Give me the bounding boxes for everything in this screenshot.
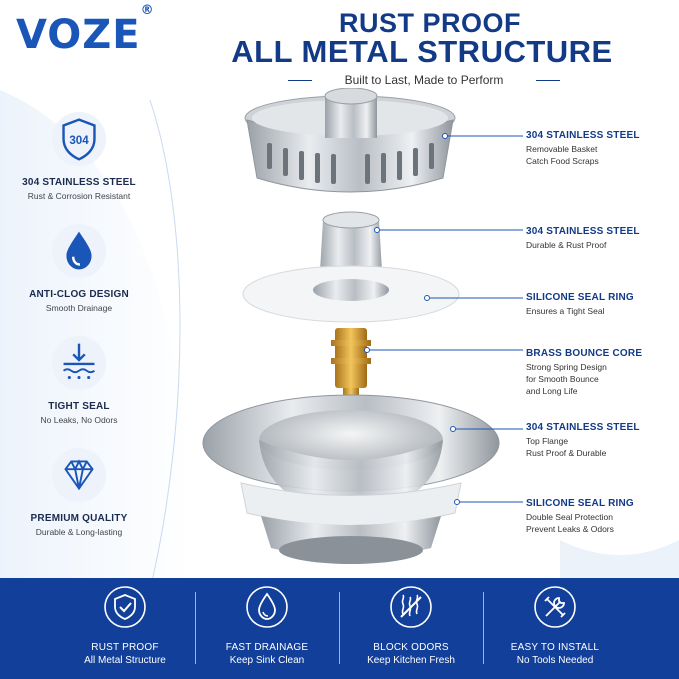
tools-icon [534, 586, 576, 628]
benefit-subtitle: All Metal Structure [84, 655, 166, 666]
callout-desc: Strong Spring Design for Smooth Bounce and Long Life [526, 362, 607, 396]
callout-title: BRASS BOUNCE CORE [526, 348, 643, 359]
headline-line-2: ALL METAL STRUCTURE [231, 34, 613, 69]
callout-brass-core [526, 348, 676, 397]
brand-name: VOZE [16, 12, 141, 58]
callout-title: 304 STAINLESS STEEL [526, 226, 640, 237]
callout-title: SILICONE SEAL RING [526, 498, 634, 509]
benefit-title: RUST PROOF [91, 642, 159, 653]
feature-tight-seal [10, 334, 148, 425]
benefit-subtitle: No Tools Needed [516, 655, 594, 666]
benefit-block-odors [346, 586, 476, 666]
feature-title: 304 STAINLESS STEEL [22, 177, 136, 188]
304-shield-icon [50, 110, 108, 168]
odor-block-icon [390, 586, 432, 628]
callout-post [526, 226, 676, 251]
feature-title: PREMIUM QUALITY [30, 513, 128, 524]
feature-subtitle: No Leaks, No Odors [40, 415, 118, 425]
benefit-easy-install [490, 586, 620, 666]
tagline [288, 73, 560, 87]
callout-desc: Double Seal Protection Prevent Leaks & Odors [526, 512, 614, 534]
callout-seal-ring-bottom [526, 498, 676, 535]
callout-desc: Removable Basket Catch Food Scraps [526, 144, 599, 166]
badge-304-text: 304 [69, 133, 89, 147]
callout-title: SILICONE SEAL RING [526, 292, 634, 303]
feature-title: TIGHT SEAL [48, 401, 110, 412]
divider [339, 592, 340, 664]
benefit-subtitle: Keep Kitchen Fresh [367, 655, 455, 666]
top-flange [203, 395, 499, 564]
drain-stopper-illustration [195, 88, 525, 578]
headline-line-1: RUST PROOF [338, 8, 521, 38]
callout-title: 304 STAINLESS STEEL [526, 422, 640, 433]
stopper-base [313, 279, 389, 301]
feature-subtitle: Durable & Long-lasting [35, 527, 123, 537]
benefit-rust-proof [60, 586, 190, 666]
registered-mark: ® [140, 2, 155, 18]
benefits-bar [0, 578, 679, 679]
feature-subtitle: Smooth Drainage [45, 303, 113, 313]
brass-bounce-core [331, 328, 371, 402]
divider [483, 592, 484, 664]
benefit-fast-drainage [202, 586, 332, 666]
tagline-rule-left [288, 80, 312, 81]
diamond-icon [50, 446, 108, 504]
callout-desc: Durable & Rust Proof [526, 240, 607, 250]
feature-stainless [10, 110, 148, 201]
shield-check-icon [104, 586, 146, 628]
feature-premium [10, 446, 148, 537]
callout-basket [526, 130, 676, 167]
strainer-basket [245, 88, 455, 192]
tagline-rule-right [536, 80, 560, 81]
feature-anti-clog [10, 222, 148, 313]
feature-title: ANTI-CLOG DESIGN [29, 289, 129, 300]
feature-subtitle: Rust & Corrosion Resistant [27, 191, 131, 201]
drain-drop-icon [246, 586, 288, 628]
divider [195, 592, 196, 664]
callout-flange [526, 422, 676, 459]
benefit-title: FAST DRAINAGE [225, 642, 309, 653]
benefit-title: BLOCK ODORS [373, 642, 449, 653]
brand-logo [16, 2, 155, 58]
callout-desc: Ensures a Tight Seal [526, 306, 605, 316]
benefit-subtitle: Keep Sink Clean [229, 655, 305, 666]
callout-desc: Top Flange Rust Proof & Durable [526, 436, 607, 458]
callout-seal-ring-top [526, 292, 676, 317]
benefit-title: EASY TO INSTALL [510, 642, 600, 653]
tagline-text: Built to Last, Made to Perform [344, 73, 504, 87]
seal-arrow-icon [50, 334, 108, 392]
water-drop-icon [50, 222, 108, 280]
callout-title: 304 STAINLESS STEEL [526, 130, 640, 141]
